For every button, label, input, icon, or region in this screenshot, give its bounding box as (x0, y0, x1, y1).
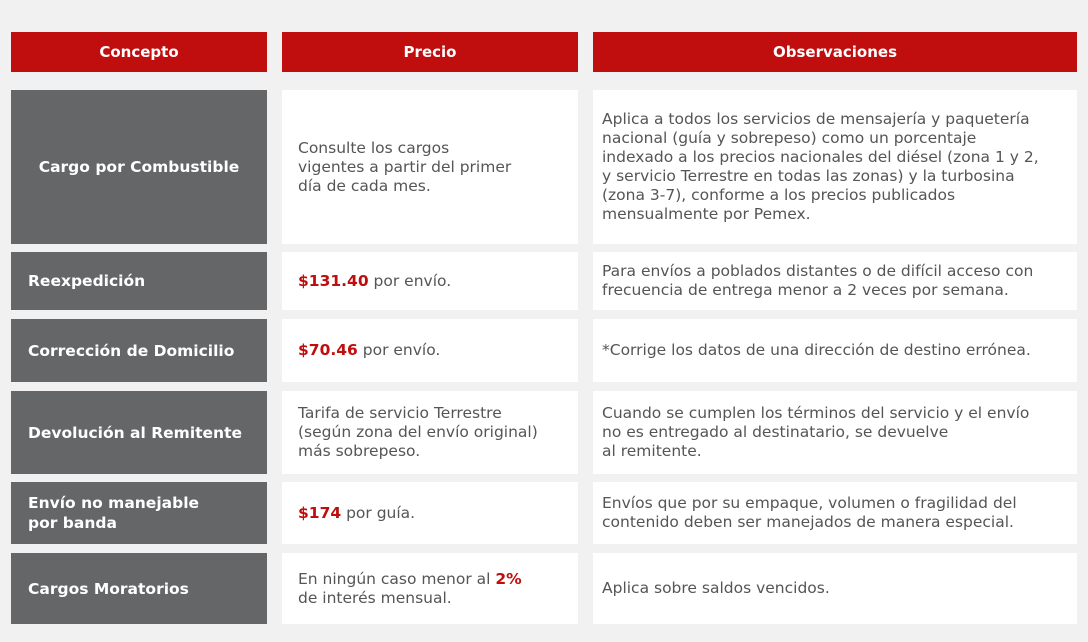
price-text: Tarifa de servicio Terrestre (según zona del envío original) más sobrepeso. (298, 404, 538, 460)
concept-cell (11, 391, 267, 474)
notes-cell (593, 553, 1077, 624)
notes-cell (593, 319, 1077, 382)
concept-label: Cargos Moratorios (28, 579, 189, 598)
notes-text: *Corrige los datos de una dirección de destino errónea. (602, 341, 1031, 359)
concept-label: Devolución al Remitente (28, 423, 243, 442)
concept-label: Cargo por Combustible (38, 158, 240, 176)
price-amount: $70.46 (298, 341, 358, 359)
price-amount: $174 (298, 503, 342, 522)
column-header-concepto: Concepto (11, 32, 267, 72)
price-cell (282, 90, 578, 244)
table-row-correccion-domicilio (0, 319, 1088, 382)
table-row-devolucion-remitente (0, 391, 1088, 474)
notes-text: Aplica a todos los servicios de mensajería y paquetería nacional (guía y sobrepeso) como un porcentaje indexado a los precios nacionales del diésel (zona 1 y 2, y servicio Terrestre en todas las zonas) y la turbosina (zona 3-7), conforme a los precios publicados mensualmente por Pemex. (602, 110, 1039, 223)
price-text: Consulte los cargos vigentes a partir del primer día de cada mes. (298, 138, 512, 195)
table-row-cargo-combustible (0, 90, 1088, 244)
price-suffix: por guía. (341, 503, 416, 522)
table-row-cargos-moratorios (0, 553, 1088, 624)
concept-cell (11, 319, 267, 382)
notes-text: Para envíos a poblados distantes o de difícil acceso con frecuencia de entrega menor a 2 veces por semana. (602, 262, 1034, 299)
price-cell (282, 252, 578, 310)
notes-text: Envíos que por su empaque, volumen o fragilidad del contenido deben ser manejados de manera especial. (602, 494, 1017, 531)
price-amount: $131.40 (298, 271, 369, 290)
price-cell (282, 482, 578, 544)
concept-cell (11, 553, 267, 624)
concept-cell (11, 252, 267, 310)
price-cell (282, 553, 578, 624)
concept-cell (11, 90, 267, 244)
notes-cell (593, 90, 1077, 244)
concept-label: Reexpedición (28, 272, 146, 290)
price-cell (282, 391, 578, 474)
price-cell (282, 319, 578, 382)
notes-text: Aplica sobre saldos vencidos. (602, 579, 830, 597)
notes-cell (593, 391, 1077, 474)
notes-cell (593, 252, 1077, 310)
price-suffix: por envío. (368, 271, 452, 290)
table-row-envio-no-manejable (0, 482, 1088, 544)
table-row-reexpedicion (0, 252, 1088, 310)
column-header-precio: Precio (282, 32, 578, 72)
concept-label: Envío no manejable por banda (28, 494, 200, 532)
price-amount: 2% (495, 569, 522, 588)
column-header-observaciones: Observaciones (593, 32, 1077, 72)
price-prefix: En ningún caso menor al (298, 569, 496, 588)
notes-cell (593, 482, 1077, 544)
price-suffix: de interés mensual. (298, 588, 452, 607)
concept-label: Corrección de Domicilio (28, 341, 235, 360)
notes-text: Cuando se cumplen los términos del servicio y el envío no es entregado al destinatario, se devuelve al remitente. (602, 404, 1030, 460)
price-suffix: por envío. (357, 341, 441, 359)
concept-cell (11, 482, 267, 544)
